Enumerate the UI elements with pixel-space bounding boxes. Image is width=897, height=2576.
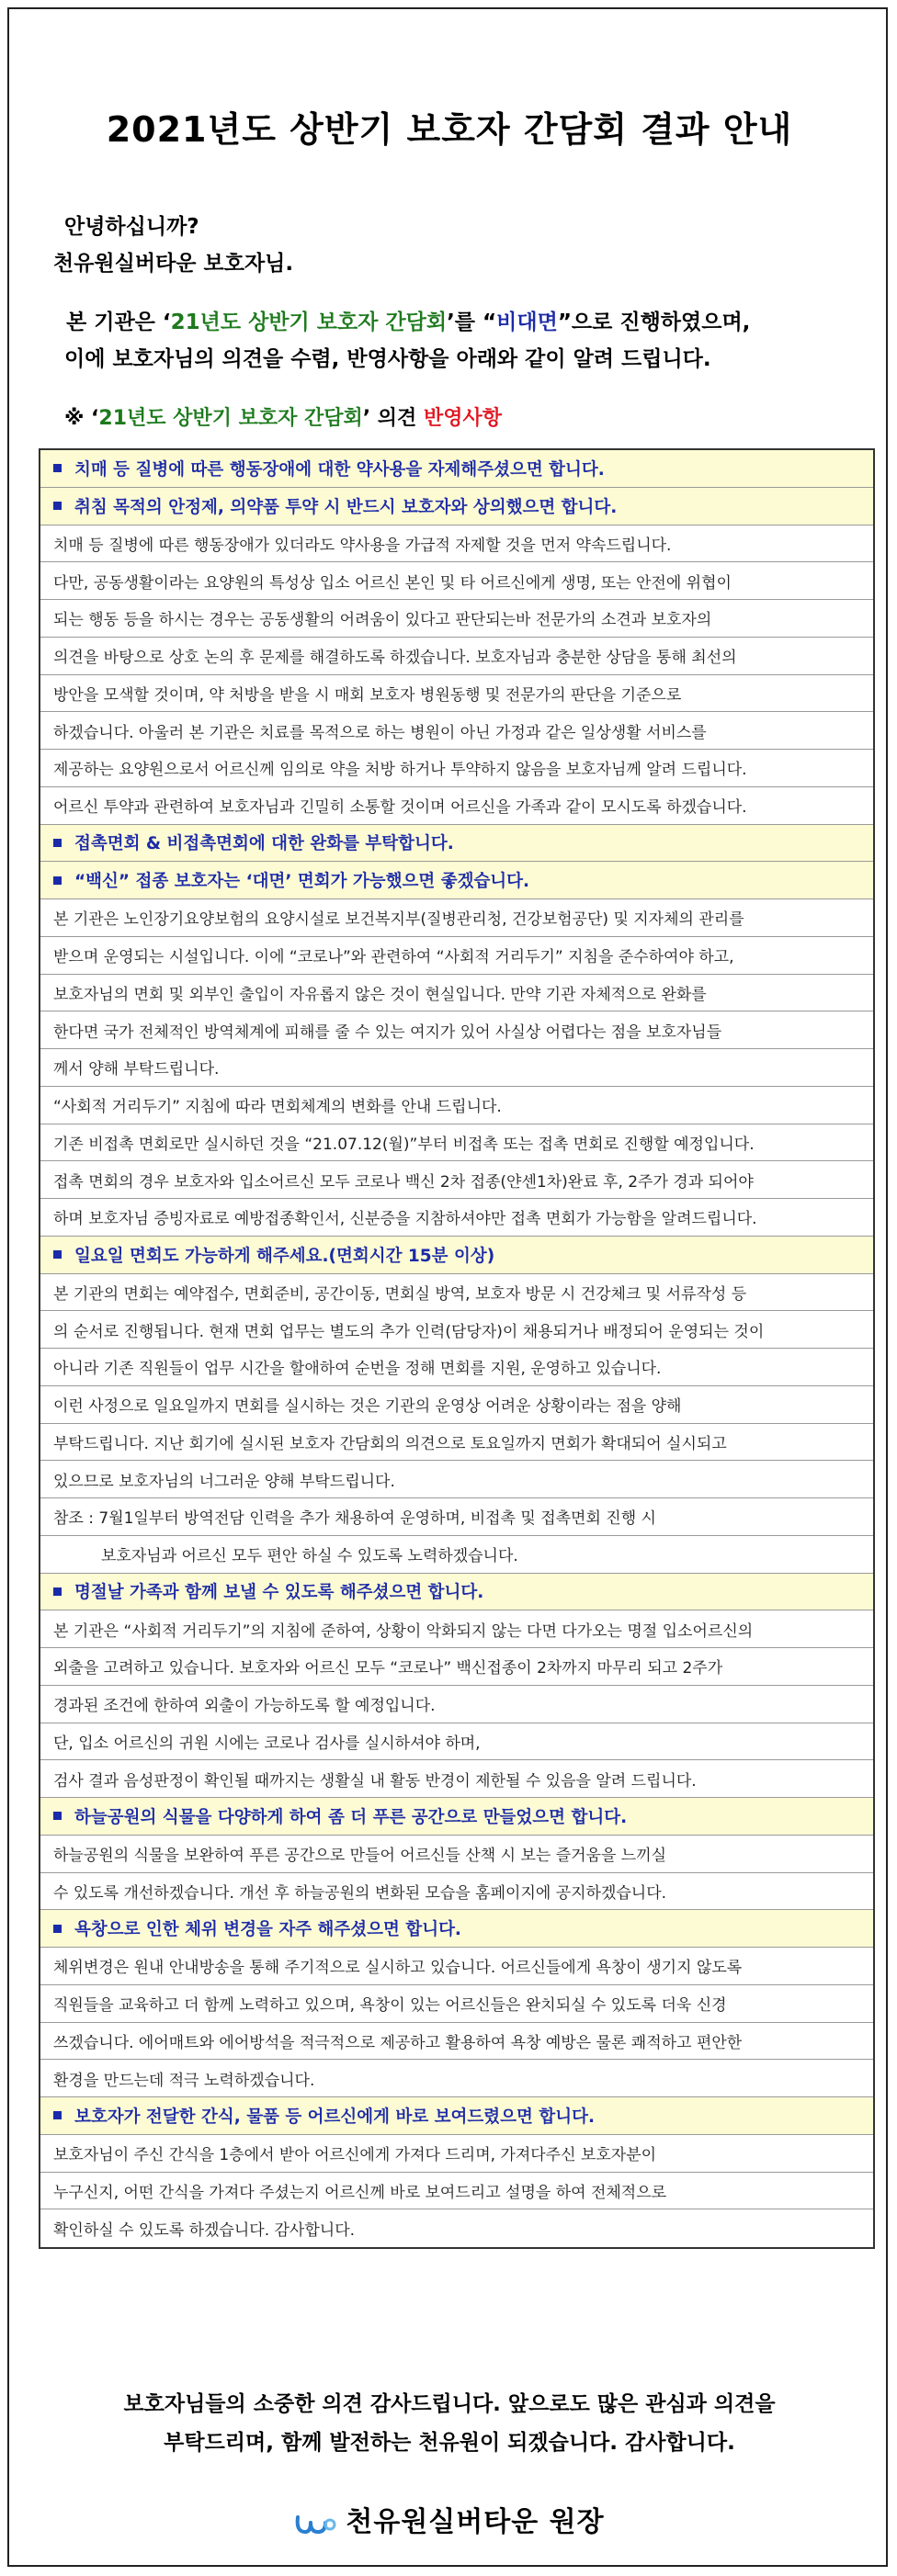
answer-row — [40, 1161, 873, 1199]
question-text: 보호자가 전달한 간식, 물품 등 어르신에게 바로 보여드렸으면 합니다. — [74, 2107, 595, 2127]
answer-text: 이런 사정으로 일요일까지 면회를 실시하는 것은 기관의 운영상 어려운 상황이라는 점을 양해 — [53, 1397, 682, 1417]
answer-text: 부탁드립니다. 지난 회기에 실시된 보호자 간담회의 의견으로 토요일까지 면회가 확대되어 실시되고 — [53, 1434, 727, 1453]
answer-text: 하겠습니다. 아울러 본 기관은 치료를 목적으로 하는 병원이 아닌 가정과 같은 일상생활 서비스를 — [53, 723, 707, 742]
answer-row — [40, 562, 873, 600]
answer-row — [40, 1686, 873, 1723]
answer-row — [40, 1760, 873, 1798]
answer-row — [40, 1386, 873, 1424]
answer-text: 받으며 운영되는 시설입니다. 이에 “코로나”와 관련하여 “사회적 거리두기” 지침을 준수하여야 하고, — [53, 948, 734, 967]
question-text: 욕창으로 인한 체위 변경을 자주 해주셨으면 합니다. — [74, 1920, 461, 1940]
answer-row — [40, 1011, 873, 1049]
answer-text: 검사 결과 음성판정이 확인될 때까지는 생활실 내 활동 반경이 제한될 수 있음을 알려 드립니다. — [53, 1771, 697, 1791]
answer-text: 하늘공원의 식물을 보완하여 푸른 공간으로 만들어 어르신들 산책 시 보는 즐거움을 느끼실 — [53, 1847, 667, 1866]
square-bullet-icon — [53, 2111, 62, 2119]
answer-row — [40, 525, 873, 563]
question-row — [40, 862, 873, 899]
answer-text: 아니라 기존 직원들이 업무 시간을 할애하여 순번을 정해 면회를 지원, 운영하고 있습니다. — [53, 1360, 662, 1379]
notice-heading — [64, 402, 502, 431]
answer-text: 하며 보호자님 증빙자료로 예방접종확인서, 신분증을 지참하셔야만 접촉 면회가 가능함을 알려드립니다. — [53, 1210, 757, 1229]
answer-text: 보호자님과 어르신 모두 편안 하실 수 있도록 노력하겠습니다. — [101, 1547, 518, 1566]
answer-text: 단, 입소 어르신의 귀원 시에는 코로나 검사를 실시하셔야 하며, — [53, 1734, 481, 1753]
square-bullet-icon — [53, 464, 62, 472]
page-title: 2021년도 상반기 보호자 간담회 결과 안내 — [106, 109, 793, 150]
answer-text: 참조 : 7월1일부터 방역전담 인력을 추가 채용하여 운영하며, 비접촉 및 접촉면회 진행 시 — [53, 1509, 656, 1529]
answer-text: 되는 행동 등을 하시는 경우는 공동생활의 어려움이 있다고 판단되는바 전문가의 소견과 보호자의 — [53, 611, 712, 630]
opinion-table — [39, 448, 875, 2249]
question-text: 접촉면회 & 비접촉면회에 대한 완화를 부탁합니다. — [74, 834, 454, 854]
answer-row — [40, 1610, 873, 1648]
answer-text: 체위변경은 원내 안내방송을 통해 주기적으로 실시하고 있습니다. 어르신들에게 욕창이 생기지 않도록 — [53, 1959, 743, 1978]
answer-row — [40, 2060, 873, 2097]
square-bullet-icon — [53, 1250, 62, 1259]
question-text: 하늘공원의 식물을 다양하게 하여 좀 더 푸른 공간으로 만들었으면 합니다. — [74, 1807, 628, 1827]
notice-text: ※ ‘ — [64, 407, 99, 430]
answer-row — [40, 937, 873, 975]
intro-line-2: 이에 보호자님의 의견을 수렴, 반영사항을 아래와 같이 알려 드립니다. — [64, 347, 711, 371]
answer-row — [40, 787, 873, 825]
question-row — [40, 1798, 873, 1836]
answer-text: 있으므로 보호자님의 너그러운 양해 부탁드립니다. — [53, 1472, 395, 1491]
answer-text: 본 기관은 “사회적 거리두기”의 지침에 준하여, 상황이 악화되지 않는 다면 다가오는 명절 입소어르신의 — [53, 1621, 754, 1641]
question-row — [40, 825, 873, 863]
answer-row — [40, 675, 873, 713]
notice-reflection-highlight: 반영사항 — [423, 407, 502, 430]
answer-text: 환경을 만드는데 적극 노력하겠습니다. — [53, 2071, 315, 2090]
answer-text: 제공하는 요양원으로서 어르신께 임의로 약을 처방 하거나 투약하지 않음을 보호자님께 알려 드립니다. — [53, 761, 747, 780]
answer-row — [40, 899, 873, 937]
answer-text: 경과된 조건에 한하여 외출이 가능하도록 할 예정입니다. — [53, 1697, 436, 1716]
answer-row — [40, 1948, 873, 1985]
notice-text: ’ 의견 — [362, 407, 424, 430]
question-row — [40, 1237, 873, 1274]
answer-text: 한다면 국가 전체적인 방역체계에 피해를 줄 수 있는 여지가 있어 사실상 어렵다는 점을 보호자님들 — [53, 1022, 722, 1042]
answer-text: 쓰겠습니다. 에어매트와 에어방석을 적극적으로 제공하고 활용하여 욕창 예방은 물론 쾌적하고 편안한 — [53, 2033, 743, 2052]
answer-text: 외출을 고려하고 있습니다. 보호자와 어르신 모두 “코로나” 백신접종이 2차까지 마무리 되고 2주가 — [53, 1659, 723, 1678]
square-bullet-icon — [53, 1925, 62, 1933]
question-text: 취침 목적의 안정제, 의약품 투약 시 반드시 보호자와 상의했으면 합니다. — [74, 497, 618, 517]
answer-text: 치매 등 질병에 따른 행동장애가 있더라도 약사용을 가급적 자제할 것을 먼저 약속드립니다. — [53, 536, 672, 555]
greeting-line-1: 안녕하십니까? — [64, 215, 199, 239]
greeting-line-2: 천유원실버타운 보호자님. — [53, 252, 294, 276]
intro-text: 본 기관은 ‘ — [66, 311, 171, 334]
signature-text: 천유원실버타운 원장 — [346, 2506, 605, 2538]
square-bullet-icon — [53, 839, 62, 847]
intro-line-1 — [66, 305, 875, 335]
answer-row — [40, 1124, 873, 1162]
notice-event-highlight: 21년도 상반기 보호자 간담회 — [98, 407, 363, 430]
question-text: 명절날 가족과 함께 보낼 수 있도록 해주셨으면 합니다. — [74, 1583, 484, 1603]
answer-row — [40, 1985, 873, 2023]
question-row — [40, 1910, 873, 1948]
answer-row — [40, 1648, 873, 1686]
answer-text: 방안을 모색할 것이며, 약 처방을 받을 시 매회 보호자 병원동행 및 전문가의 판단을 기준으로 — [53, 685, 682, 705]
intro-text: ’를 “ — [447, 311, 497, 334]
answer-row — [40, 1049, 873, 1087]
answer-text: 의견을 바탕으로 상호 논의 후 문제를 해결하도록 하겠습니다. 보호자님과 충분한 상담을 통해 최선의 — [53, 649, 737, 668]
square-bullet-icon — [53, 502, 62, 510]
closing-line-1: 보호자님들의 소중한 의견 감사드립니다. 앞으로도 많은 관심과 의견을 — [123, 2392, 776, 2416]
answer-row — [40, 600, 873, 638]
answer-row — [40, 1349, 873, 1386]
answer-row — [40, 2173, 873, 2210]
answer-row — [40, 1199, 873, 1237]
square-bullet-icon — [53, 876, 62, 885]
answer-row — [40, 1424, 873, 1462]
answer-text: 께서 양해 부탁드립니다. — [53, 1060, 220, 1079]
question-text: “백신” 접종 보호자는 ‘대면’ 면회가 가능했으면 좋겠습니다. — [74, 872, 530, 892]
answer-text: 어르신 투약과 관련하여 보호자님과 긴밀히 소통할 것이며 어르신을 가족과 같이 모시도록 하겠습니다. — [53, 798, 747, 818]
event-name-highlight: 21년도 상반기 보호자 간담회 — [170, 311, 448, 334]
answer-text: 수 있도록 개선하겠습니다. 개선 후 하늘공원의 변화된 모습을 홈페이지에 공지하겠습니다. — [53, 1883, 667, 1903]
answer-row — [40, 2209, 873, 2247]
closing-line-2: 부탁드리며, 함께 발전하는 천유원이 되겠습니다. 감사합니다. — [164, 2431, 735, 2455]
answer-row — [40, 712, 873, 750]
document-frame — [7, 7, 888, 2567]
answer-row — [40, 1536, 873, 1574]
question-text: 치매 등 질병에 따른 행동장애에 대한 약사용을 자제해주셨으면 합니다. — [74, 459, 605, 480]
question-row — [40, 2097, 873, 2135]
answer-row — [40, 975, 873, 1012]
answer-row — [40, 1498, 873, 1536]
answer-row — [40, 1873, 873, 1911]
question-row — [40, 488, 873, 525]
answer-row — [40, 2135, 873, 2173]
chunyuwon-logo-icon — [294, 2510, 336, 2537]
answer-row — [40, 1087, 873, 1124]
answer-text: 다만, 공동생활이라는 요양원의 특성상 입소 어르신 본인 및 타 어르신에게 생명, 또는 안전에 위협이 — [53, 573, 732, 593]
answer-text: 의 순서로 진행됩니다. 현재 면회 업무는 별도의 추가 인력(담당자)이 채용되거나 배정되어 운영되는 것이 — [53, 1322, 765, 1341]
answer-row — [40, 638, 873, 675]
answer-text: 확인하실 수 있도록 하겠습니다. 감사합니다. — [53, 2221, 356, 2241]
answer-row — [40, 1836, 873, 1873]
answer-text: 보호자님의 면회 및 외부인 출입이 자유롭지 않은 것이 현실입니다. 만약 기관 자체적으로 완화를 — [53, 985, 707, 1004]
non-face-to-face-highlight: 비대면 — [496, 311, 558, 334]
question-row — [40, 450, 873, 488]
square-bullet-icon — [53, 1812, 62, 1820]
square-bullet-icon — [53, 1587, 62, 1596]
answer-text: 누구신지, 어떤 간식을 가져다 주셨는지 어르신께 바로 보여드리고 설명을 하여 전체적으로 — [53, 2183, 667, 2202]
answer-row — [40, 1723, 873, 1761]
answer-row — [40, 1274, 873, 1312]
question-text: 일요일 면회도 가능하게 해주세요.(면회시간 15분 이상) — [74, 1246, 495, 1266]
answer-row — [40, 750, 873, 787]
answer-text: 직원들을 교육하고 더 함께 노력하고 있으며, 욕창이 있는 어르신들은 완치되실 수 있도록 더욱 신경 — [53, 1996, 727, 2016]
answer-text: “사회적 거리두기” 지침에 따라 면회체계의 변화를 안내 드립니다. — [53, 1098, 502, 1117]
answer-text: 접촉 면회의 경우 보호자와 입소어르신 모두 코로나 백신 2차 접종(얀센1차)완료 후, 2주가 경과 되어야 — [53, 1172, 754, 1192]
answer-text: 본 기관의 면회는 예약접수, 면회준비, 공간이동, 면회실 방역, 보호자 방문 시 건강체크 및 서류작성 등 — [53, 1284, 747, 1304]
intro-text: ”으로 진행하였으며, — [557, 311, 751, 334]
answer-row — [40, 2023, 873, 2061]
question-row — [40, 1574, 873, 1611]
answer-text: 보호자님이 주신 간식을 1층에서 받아 어르신에게 가져다 드리며, 가져다주신 보호자분이 — [53, 2146, 657, 2165]
signature — [9, 2499, 890, 2539]
answer-row — [40, 1461, 873, 1498]
answer-row — [40, 1311, 873, 1349]
answer-text: 기존 비접촉 면회로만 실시하던 것을 “21.07.12(월)”부터 비접촉 또는 접촉 면회로 진행할 예정입니다. — [53, 1135, 755, 1154]
answer-text: 본 기관은 노인장기요양보험의 요양시설로 보건복지부(질병관리청, 건강보험공단) 및 지자체의 관리를 — [53, 910, 744, 930]
